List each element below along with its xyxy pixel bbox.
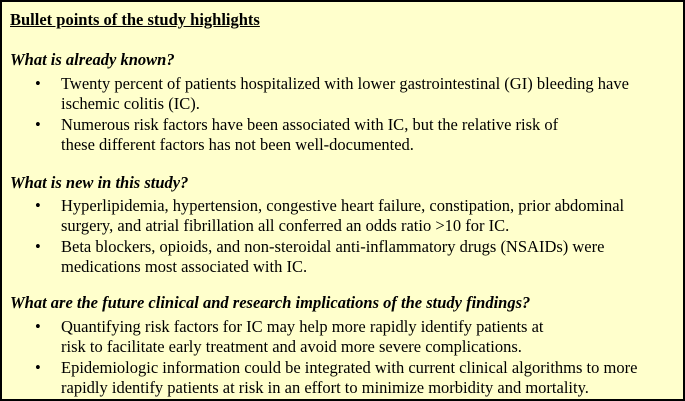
bullet-line: Beta blockers, opioids, and non-steroidal anti-inflammatory drugs (NSAIDs) were (61, 237, 605, 256)
bullet-line: medications most associated with IC. (61, 257, 308, 276)
bullet-line: risk to facilitate early treatment and avoid more severe complications. (61, 337, 522, 356)
bullet-line: Quantifying risk factors for IC may help more rapidly identify patients at (61, 317, 544, 336)
bullet-line: surgery, and atrial fibrillation all conferred an odds ratio >10 for IC. (61, 216, 510, 235)
section-title-future-implications: What are the future clinical and research implications of the study findings? (10, 293, 531, 312)
bullet-marker: • (35, 196, 41, 215)
bullet-line: ischemic colitis (IC). (61, 94, 200, 113)
section-title-new-in-study: What is new in this study? (10, 173, 189, 192)
bullet-marker: • (35, 317, 41, 336)
bullet-line: these different factors has not been well-documented. (61, 135, 414, 154)
highlights-heading: Bullet points of the study highlights (10, 10, 260, 29)
bullet-marker: • (35, 358, 41, 377)
section-title-already-known: What is already known? (10, 50, 175, 69)
bullet-line: Hyperlipidemia, hypertension, congestive heart failure, constipation, prior abdominal (61, 196, 625, 215)
bullet-line: Numerous risk factors have been associated with IC, but the relative risk of (61, 115, 559, 134)
bullet-line: Twenty percent of patients hospitalized with lower gastrointestinal (GI) bleeding have (61, 74, 629, 93)
bullet-line: Epidemiologic information could be integrated with current clinical algorithms to more (61, 358, 638, 377)
bullet-line: rapidly identify patients at risk in an effort to minimize morbidity and mortality. (61, 378, 589, 397)
bullet-marker: • (35, 74, 41, 93)
bullet-marker: • (35, 237, 41, 256)
bullet-marker: • (35, 115, 41, 134)
